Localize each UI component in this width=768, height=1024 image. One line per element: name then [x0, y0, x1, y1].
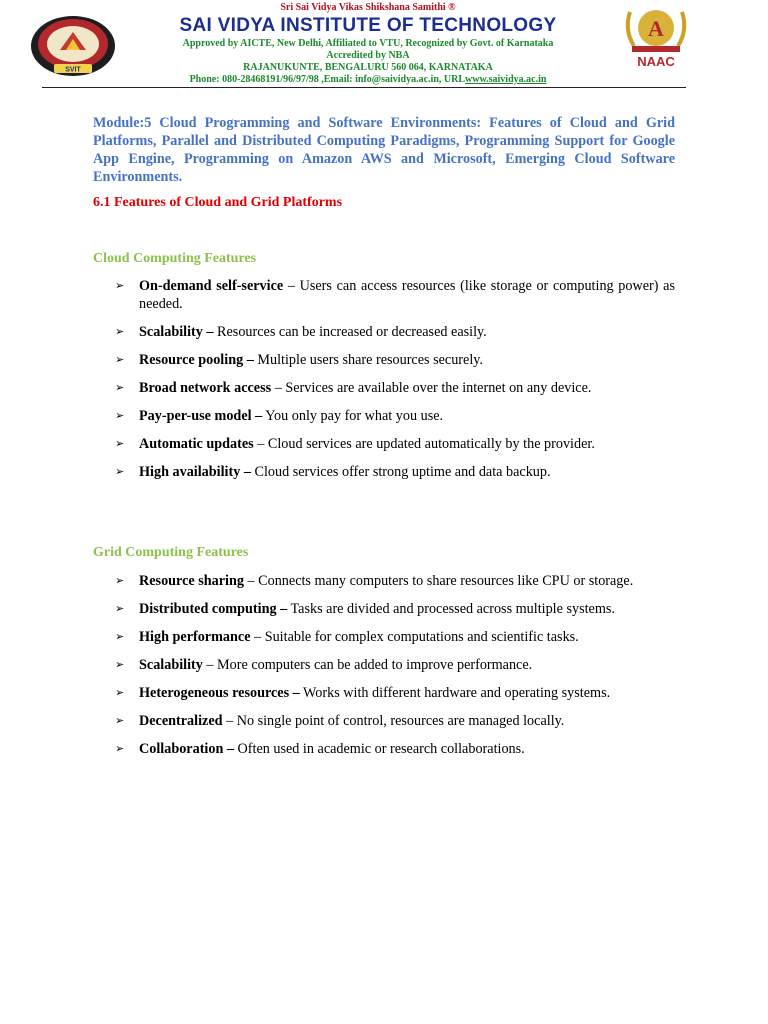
- feature-description: – Users can access resources (like storage or computing power) as needed.: [139, 278, 675, 312]
- naac-logo: [620, 4, 692, 76]
- website-link[interactable]: www.saividya.ac.in: [465, 74, 547, 85]
- list-item: [93, 656, 675, 674]
- feature-term: Scalability: [139, 657, 203, 673]
- feature-term: Resource sharing: [139, 573, 244, 589]
- feature-description: – More computers can be added to improve performance.: [202, 657, 533, 673]
- arrow-bullet-icon: ➢: [115, 410, 125, 422]
- cloud-heading: Cloud Computing Features: [93, 251, 257, 266]
- arrow-bullet-icon: ➢: [115, 354, 125, 366]
- arrow-bullet-icon: ➢: [115, 687, 125, 699]
- list-item: [93, 712, 675, 730]
- module-description: Module:5 Cloud Programming and Software Environments: Features of Cloud and Grid Platforms, Parallel and Distributed Computing Paradigms, Programming Support for Google App Engine, Programming on Amazon AWS and Microsoft, Emerging Cloud Software Environments.: [93, 115, 675, 185]
- feature-description: You only pay for what you use.: [262, 408, 444, 424]
- letterhead: [28, 0, 692, 90]
- society-name: Sri Sai Vidya Vikas Shikshana Samithi ®: [280, 2, 456, 13]
- feature-description: – No single point of control, resources are managed locally.: [222, 713, 565, 729]
- feature-term: Pay-per-use model –: [139, 408, 263, 424]
- list-item: [93, 684, 675, 702]
- list-item: [93, 435, 675, 453]
- list-item: [93, 600, 675, 618]
- arrow-bullet-icon: ➢: [115, 603, 125, 615]
- institute-name: SAI VIDYA INSTITUTE OF TECHNOLOGY: [179, 15, 557, 36]
- feature-description: Multiple users share resources securely.: [253, 352, 483, 368]
- arrow-bullet-icon: ➢: [115, 743, 125, 755]
- arrow-bullet-icon: ➢: [115, 715, 125, 727]
- feature-term: Automatic updates: [139, 436, 254, 452]
- feature-description: – Suitable for complex computations and scientific tasks.: [250, 629, 579, 645]
- list-item: [93, 323, 675, 341]
- address-line: RAJANUKUNTE, BENGALURU 560 064, KARNATAKA: [243, 62, 493, 73]
- feature-description: – Services are available over the internet on any device.: [271, 380, 592, 396]
- feature-description: Often used in academic or research collaborations.: [233, 741, 525, 757]
- list-item: [93, 463, 675, 481]
- letterhead-text: [120, 0, 616, 86]
- logo-text: SVIT: [65, 66, 81, 74]
- feature-description: Resources can be increased or decreased easily.: [213, 324, 487, 340]
- accreditation-line: Accredited by NBA: [326, 50, 410, 61]
- cloud-feature-list: [93, 277, 675, 481]
- feature-term: High availability –: [139, 464, 251, 480]
- arrow-bullet-icon: ➢: [115, 280, 125, 292]
- feature-term: Resource pooling –: [139, 352, 254, 368]
- feature-description: – Connects many computers to share resources like CPU or storage.: [243, 573, 634, 589]
- grid-heading: Grid Computing Features: [93, 545, 249, 560]
- arrow-bullet-icon: ➢: [115, 466, 125, 478]
- header-divider: [42, 87, 686, 88]
- feature-description: – Cloud services are updated automatically by the provider.: [253, 436, 595, 452]
- list-item: [93, 379, 675, 397]
- feature-term: Decentralized: [139, 713, 223, 729]
- arrow-bullet-icon: ➢: [115, 438, 125, 450]
- document-body: [93, 114, 675, 768]
- list-item: [93, 628, 675, 646]
- list-item: [93, 351, 675, 369]
- arrow-bullet-icon: ➢: [115, 659, 125, 671]
- arrow-bullet-icon: ➢: [115, 631, 125, 643]
- list-item: [93, 572, 675, 590]
- feature-term: High performance: [139, 629, 251, 645]
- arrow-bullet-icon: ➢: [115, 575, 125, 587]
- list-item: [93, 407, 675, 425]
- feature-description: Cloud services offer strong uptime and data backup.: [250, 464, 551, 480]
- section-title: 6.1 Features of Cloud and Grid Platforms: [93, 195, 343, 210]
- arrow-bullet-icon: ➢: [115, 326, 125, 338]
- approval-line: Approved by AICTE, New Delhi, Affiliated to VTU, Recognized by Govt. of Karnataka: [182, 38, 554, 49]
- arrow-bullet-icon: ➢: [115, 382, 125, 394]
- list-item: [93, 277, 675, 313]
- feature-description: Works with different hardware and operating systems.: [299, 685, 611, 701]
- feature-term: Broad network access: [139, 380, 272, 396]
- feature-term: Scalability –: [139, 324, 214, 340]
- naac-grade: A: [648, 16, 664, 41]
- feature-term: Heterogeneous resources –: [139, 685, 300, 701]
- feature-term: Collaboration –: [139, 741, 234, 757]
- grid-feature-list: [93, 572, 675, 758]
- feature-term: On-demand self-service: [139, 278, 284, 294]
- contact-line: [120, 74, 616, 86]
- institute-logo: [30, 14, 116, 78]
- feature-description: Tasks are divided and processed across multiple systems.: [287, 601, 615, 617]
- feature-term: Distributed computing –: [139, 601, 288, 617]
- naac-text: NAAC: [637, 54, 675, 69]
- list-item: [93, 740, 675, 758]
- contact-text: Phone: 080-28468191/96/97/98 ,Email: info@saividya.ac.in, URL: [189, 74, 466, 85]
